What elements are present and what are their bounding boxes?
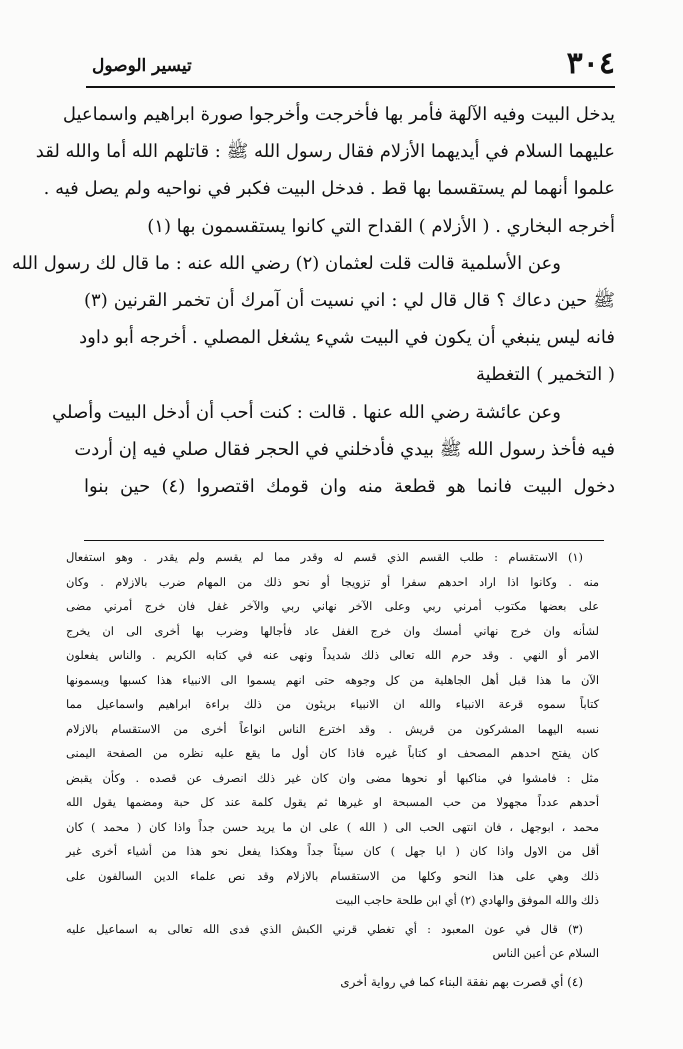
text-line: يدخل البيت وفيه الآلهة فأمر بها فأخرجت وأخرجوا صورة ابراهيم واسماعيل	[62, 104, 615, 125]
text-line: فيه فأخذ رسول الله ﷺ بيدي فأدخلني في الحجر فقال صلي فيه إن أردت	[74, 438, 615, 460]
running-title: تيسير الوصول	[92, 56, 192, 76]
text-line: دخول البيت فانما هو قطعة منه وان قومك اقتصروا (٤) حين بنوا	[84, 475, 616, 497]
footnote-separator	[84, 540, 604, 541]
footnote-line: (٤) أي قصرت بهم نفقة البناء كما في رواية أخرى	[340, 974, 583, 989]
footnote-line: لشأنه وان خرج نهاني أمسك وان خرج الغفل عاد فأجالها وضرب بها أخرى الى ان يخرج	[66, 623, 599, 638]
header-rule	[86, 86, 615, 88]
footnote-line: الامر أو النهي . وقد حرم الله تعالى ذلك شديداً ونهى عنه في كتابه الكريم . والناس يفعلون	[66, 648, 599, 662]
footnote-line: أقل من الاول واذا كان ( ابا جهل ) كان سيئاً جداً وهكذا يفعل نحو هذا من أشياء أخرى غير	[66, 844, 599, 858]
footnote-line: نسبه اليهما المشركون من قريش . وقد اخترع الناس انواعاً أخرى من الاستقسام بالازلام	[66, 721, 599, 736]
footnote-line: منه . وكانوا اذا اراد احدهم سفرا أو تزويجا أو نحو ذلك من المهام ضرب بالازلام . وكان	[66, 574, 599, 589]
footnote-line: كان يفتح احدهم المصحف او كتاباً غيره فاذا كان أول ما يقع عليه نظره من الصفحة اليمنى	[66, 746, 599, 760]
footnote-line: أحدهم عدداً مجهولا من حب المسبحة او غيرها ثم يقول كلمة عند كل حبة ومضمها يقول الله	[66, 795, 599, 809]
text-line: عليهما السلام في أيديهما الأزلام فقال رسول الله ﷺ : قاتلهم الله أما والله لقد	[35, 141, 615, 163]
text-line: أخرجه البخاري . ( الأزلام ) القداح التي كانوا يستقسمون بها (١)	[147, 215, 615, 237]
footnote-line: محمد ، ابوجهل ، فان انتهى الحب الى ( الله ) على ان ما يريد حسن جداً واذا كان ( محمد ) كان	[66, 819, 599, 834]
page-header	[86, 46, 615, 88]
footnote-line: مثل : فامشوا في مناكبها أو نحوها مضى وان كان غير ذلك انصرف عن قصده . وكأن يقبض	[66, 770, 599, 785]
main-text	[11, 96, 616, 505]
footnote-line: على بعضها مكتوب أمرني ربي وعلى الآخر نهاني ربي والآخر غفل فان خرج أمرني مضى	[66, 599, 599, 613]
text-line: ( التخمير ) التغطية	[476, 364, 615, 386]
footnote-line: (١) الاستقسام : طلب القسم الذي قسم له وقدر مما لم يقسم ولم يقدر . وهو استفعال	[66, 550, 583, 564]
footnote-line: الآن ما هذا قبل أهل الجاهلية من كل وجوهه حتى انهم يسموا الى الانبياء هذا كسبها ويسمونها	[66, 672, 599, 687]
footnote-line: ذلك وهي على هذا النحو وكلها من الاستقسام بالازلام وقد نص علماء الدين السالفون على	[66, 868, 599, 883]
footnote-line: السلام عن أعين الناس	[492, 946, 599, 960]
text-line: علموا أنهما لم يستقسما بها قط . فدخل البيت فكبر في نواحيه ولم يصل فيه .	[43, 178, 615, 200]
text-line: وعن عائشة رضي الله عنها . قالت : كنت أحب أن أدخل البيت وأصلي	[52, 401, 561, 423]
text-line: فانه ليس ينبغي أن يكون في البيت شيء يشغل المصلي . أخرجه أبو داود	[79, 327, 615, 349]
footnote-line: ذلك والله الموفق والهادي (٢) أي ابن طلحة حاجب البيت	[335, 893, 599, 907]
text-line: وعن الأسلمية قالت قلت لعثمان (٢) رضي الله عنه : ما قال لك رسول الله	[11, 252, 561, 274]
footnotes	[66, 545, 599, 994]
page-number: ٣٠٤	[566, 46, 615, 81]
footnote-line: كتاباً سموه قرعة الانبياء والله ان الانبياء بريئون من ذلك براءة ابراهيم واسماعيل مما	[66, 697, 599, 711]
text-line: ﷺ حين دعاك ؟ قال قال لي : اني نسيت أن آمرك أن تخمر القرنين (٣)	[84, 289, 615, 311]
footnote-line: (٣) قال في عون المعبود : أي تغطي قرني الكبش الذي فدى الله تعالى به اسماعيل عليه	[66, 921, 583, 936]
